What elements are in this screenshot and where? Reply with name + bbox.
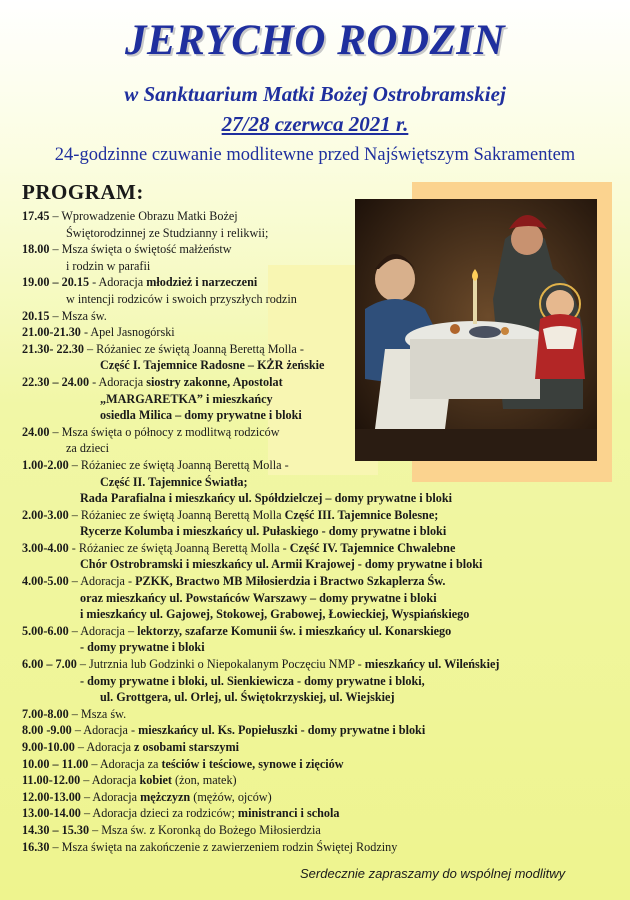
entry-time: 10.00 – 11.00	[22, 756, 89, 771]
entry-time: 14.30 – 15.30	[22, 822, 90, 837]
entry-group: Rycerze Kolumba i mieszkańcy ul. Pułaskiego - domy prywatne i bloki	[80, 524, 447, 539]
entry-text: - Apel Jasnogórski	[80, 325, 175, 340]
entry-time: 21.30- 22.30	[22, 341, 84, 356]
entry-group: kobiet	[139, 773, 172, 788]
entry-time: 4.00-5.00	[22, 574, 69, 589]
entry-group: - domy prywatne i bloki	[80, 640, 205, 655]
entry-text: – Jutrznia lub Godzinki o Niepokalanym Poczęciu NMP -	[76, 657, 365, 672]
entry-time: 8.00 -9.00	[22, 723, 72, 738]
entry-group: ministranci i schola	[237, 806, 340, 821]
program-entry	[22, 324, 612, 341]
entry-text: w intencji rodziców i swoich przyszłych rodzin	[66, 291, 297, 306]
entry-text: - Adoracja	[89, 374, 147, 389]
program-entry	[22, 573, 612, 623]
entry-group: i mieszkańcy ul. Gajowej, Stokowej, Grabowej, Łowieckiej, Wyspiańskiego	[80, 607, 470, 622]
entry-time: 11.00-12.00	[22, 773, 81, 788]
entry-text: – Msza św.	[68, 706, 127, 721]
program-entry	[22, 739, 612, 756]
entry-group: mieszkańcy ul. Ks. Popiełuszki - domy prywatne i bloki	[138, 723, 426, 738]
program-entry	[22, 424, 612, 457]
entry-time: 12.00-13.00	[22, 789, 81, 804]
entry-time: 16.30	[22, 839, 50, 854]
entry-time: 24.00	[22, 424, 50, 439]
entry-time: 20.15	[22, 308, 50, 323]
event-date: 27/28 czerwca 2021 r.	[221, 112, 409, 136]
entry-group: siostry zakonne, Apostolat	[146, 374, 283, 389]
entry-text: - Adoracja	[89, 275, 147, 290]
entry-text: – Adoracja -	[68, 574, 136, 589]
entry-text: (żon, matek)	[171, 773, 237, 788]
entry-time: 6.00 – 7.00	[22, 657, 77, 672]
entry-text: – Różaniec ze świętą Joanną Berettą Molla -	[83, 341, 304, 356]
entry-time: 19.00 – 20.15	[22, 275, 90, 290]
entry-text: – Adoracja dzieci za rodziców;	[80, 806, 238, 821]
entry-group: oraz mieszkańcy ul. Powstańców Warszawy – domy prywatne i bloki	[80, 590, 437, 605]
program-entry	[22, 457, 612, 507]
entry-text: – Adoracja –	[68, 623, 138, 638]
entry-time: 5.00-6.00	[22, 623, 69, 638]
entry-group: teściów i teściowe, synowe i zięciów	[161, 756, 344, 771]
entry-text: (mężów, ojców)	[190, 789, 272, 804]
entry-group: Część I. Tajemnice Radosne – KŻR żeńskie	[100, 358, 325, 373]
entry-text: – Msza święta o północy z modlitwą rodziców	[49, 424, 280, 439]
sanctuary-subtitle: w Sanktuarium Matki Bożej Ostrobramskiej	[124, 82, 506, 106]
program-entry	[22, 208, 612, 241]
entry-text: – Adoracja	[74, 740, 135, 754]
entry-time: 18.00	[22, 242, 50, 257]
entry-time: 1.00-2.00	[22, 457, 69, 472]
entry-time: 9.00-10.00	[22, 740, 75, 754]
entry-time: 22.30 – 24.00	[22, 374, 90, 389]
program-entry	[22, 839, 612, 856]
program-entry	[22, 722, 612, 739]
entry-text: – Adoracja	[80, 789, 141, 804]
program-entry	[22, 756, 612, 773]
entry-text: – Msza święta na zakończenie z zawierzeniem rodzin Świętej Rodziny	[49, 839, 398, 854]
program-entry	[22, 623, 612, 656]
entry-group: z osobami starszymi	[134, 740, 239, 754]
event-tagline: 24-godzinne czuwanie modlitewne przed Najświętszym Sakramentem	[54, 145, 576, 165]
entry-text: – Adoracja za	[88, 756, 162, 771]
entry-text: – Msza św. z Koronką do Bożego Miłosierdzia	[89, 822, 321, 837]
program-entry	[22, 706, 612, 723]
entry-group: „MARGARETKA” i mieszkańcy	[100, 391, 273, 406]
entry-text: – Msza święta o świętość małżeństw	[49, 242, 232, 257]
entry-time: 2.00-3.00	[22, 507, 69, 522]
entry-group: lektorzy, szafarze Komunii św. i mieszkańcy ul. Konarskiego	[137, 623, 452, 638]
program-entry	[22, 308, 612, 325]
program-entry	[22, 822, 612, 839]
entry-group: mieszkańcy ul. Wileńskiej	[364, 657, 500, 672]
entry-group: - domy prywatne i bloki, ul. Sienkiewicza - domy prywatne i bloki,	[80, 673, 425, 688]
program-entry	[22, 241, 612, 274]
entry-text: – Różaniec ze świętą Joanną Berettą Molla	[68, 507, 285, 522]
entry-text: – Adoracja	[80, 773, 140, 788]
entry-group: młodzież i narzeczeni	[146, 275, 258, 290]
entry-group: Część III. Tajemnice Bolesne;	[284, 507, 439, 522]
entry-time: 21.00-21.30	[22, 325, 81, 340]
program-heading: PROGRAM:	[22, 180, 144, 204]
program-entry	[22, 341, 612, 374]
entry-group: ul. Grottgera, ul. Orlej, ul. Świętokrzyskiej, ul. Wiejskiej	[100, 690, 395, 705]
program-list	[22, 208, 612, 855]
entry-time: 7.00-8.00	[22, 706, 69, 721]
program-entry	[22, 540, 612, 573]
entry-group: osiedla Milica – domy prywatne i bloki	[100, 408, 302, 423]
program-entry	[22, 789, 612, 806]
program-entry	[22, 374, 612, 424]
program-entry	[22, 274, 612, 307]
entry-text: za dzieci	[66, 441, 109, 456]
poster-title: JERYCHO RODZIN	[124, 17, 506, 64]
program-entry	[22, 805, 612, 822]
entry-text: – Adoracja -	[71, 723, 139, 738]
entry-text: – Msza św.	[49, 308, 107, 323]
entry-group: Część IV. Tajemnice Chwalebne	[289, 540, 456, 555]
entry-text: – Wprowadzenie Obrazu Matki Bożej	[49, 209, 238, 223]
entry-group: Chór Ostrobramski i mieszkańcy ul. Armii Krajowej - domy prywatne i bloki	[80, 557, 483, 572]
entry-time: 3.00-4.00	[22, 540, 69, 555]
entry-group: PZKK, Bractwo MB Miłosierdzia i Bractwo Szkaplerza Św.	[135, 574, 446, 589]
program-entry	[22, 656, 612, 706]
entry-time: 13.00-14.00	[22, 806, 81, 821]
program-entry	[22, 772, 612, 789]
entry-group: Część II. Tajemnice Światła;	[100, 474, 248, 489]
entry-group: mężczyzn	[140, 789, 191, 804]
program-entry	[22, 507, 612, 540]
entry-text: - Różaniec ze świętą Joanną Berettą Molla -	[68, 540, 290, 555]
entry-text: i rodzin w parafii	[66, 258, 151, 273]
invitation-footer: Serdecznie zapraszamy do wspólnej modlitwy	[300, 866, 566, 881]
entry-time: 17.45	[22, 209, 50, 223]
entry-text: Świętorodzinnej ze Studzianny i relikwii;	[66, 225, 269, 240]
entry-group: Rada Parafialna i mieszkańcy ul. Spółdzielczej – domy prywatne i bloki	[80, 491, 453, 506]
entry-text: – Różaniec ze świętą Joanną Berettą Molla -	[68, 457, 289, 472]
